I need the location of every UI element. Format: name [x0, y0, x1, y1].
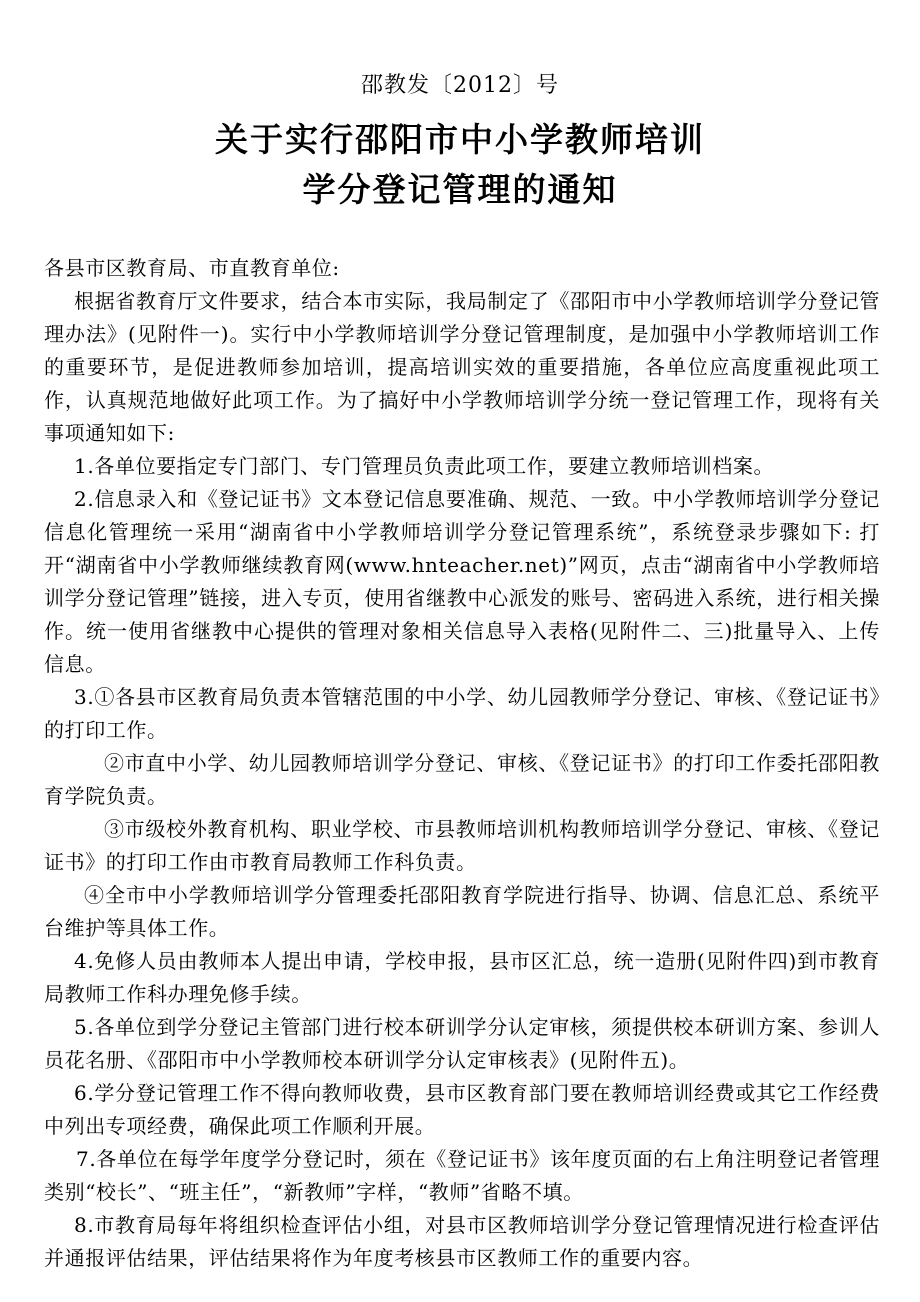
- salutation: 各县市区教育局、市直教育单位:: [44, 256, 340, 280]
- item-2: 2.信息录入和《登记证书》文本登记信息要准确、规范、一致。中小学教师培训学分登记信息化管理统一采用“湖南省中小学教师培训学分登记管理系统”，系统登录步骤如下: 打开“湖南省中小学教师继续教育网(www.hnteacher.net)”网页，点击“湖南省中小学教师培训学分登记管理”链接，进入专页，使用省继教中心派发的账号、密码进入系统，进行相关操作。统一使用省继教中心提供的管理对象相关信息导入表格(见附件二、三)批量导入、上传信息。: [44, 487, 880, 676]
- item-7: 7.各单位在每学年度学分登记时，须在《登记证书》该年度页面的右上角注明登记者管理类别“校长”、“班主任”，“新教师”字样，“教师”省略不填。: [44, 1147, 880, 1204]
- item-3-4: ④全市中小学教师培训学分管理委托邵阳教育学院进行指导、协调、信息汇总、系统平台维护等具体工作。: [44, 883, 880, 940]
- item-8: 8.市教育局每年将组织检查评估小组，对县市区教师培训学分登记管理情况进行检查评估并通报评估结果，评估结果将作为年度考核县市区教师工作的重要内容。: [44, 1213, 880, 1270]
- document-title-line-1: 关于实行邵阳市中小学教师培训: [215, 120, 705, 159]
- item-3-3: ③市级校外教育机构、职业学校、市县教师培训机构教师培训学分登记、审核、《登记证书》的打印工作由市教育局教师工作科负责。: [44, 817, 880, 874]
- item-5: 5.各单位到学分登记主管部门进行校本研训学分认定审核，须提供校本研训方案、参训人员花名册、《邵阳市中小学教师校本研训学分认定审核表》(见附件五)。: [44, 1015, 880, 1072]
- intro-paragraph: 根据省教育厅文件要求，结合本市实际，我局制定了《邵阳市中小学教师培训学分登记管理办法》(见附件一)。实行中小学教师培训学分登记管理制度，是加强中小学教师培训工作的重要环节，是促进教师参加培训，提高培训实效的重要措施，各单位应高度重视此项工作，认真规范地做好此项工作。为了搞好中小学教师培训学分统一登记管理工作，现将有关事项通知如下:: [44, 289, 880, 445]
- item-1: 1.各单位要指定专门部门、专门管理员负责此项工作，要建立教师培训档案。: [74, 454, 775, 478]
- document-body: [44, 252, 880, 1275]
- item-3-2: ②市直中小学、幼儿园教师培训学分登记、审核、《登记证书》的打印工作委托邵阳教育学院负责。: [44, 751, 880, 808]
- document-number: 邵教发〔2012〕号: [361, 73, 559, 98]
- item-3-1: 3.①各县市区教育局负责本管辖范围的中小学、幼儿园教师学分登记、审核、《登记证书》的打印工作。: [44, 685, 880, 742]
- item-4: 4.免修人员由教师本人提出申请，学校申报，县市区汇总，统一造册(见附件四)到市教育局教师工作科办理免修手续。: [44, 949, 880, 1006]
- item-6: 6.学分登记管理工作不得向教师收费，县市区教育部门要在教师培训经费或其它工作经费中列出专项经费，确保此项工作顺利开展。: [44, 1081, 880, 1138]
- document-title-line-2: 学分登记管理的通知: [302, 170, 618, 209]
